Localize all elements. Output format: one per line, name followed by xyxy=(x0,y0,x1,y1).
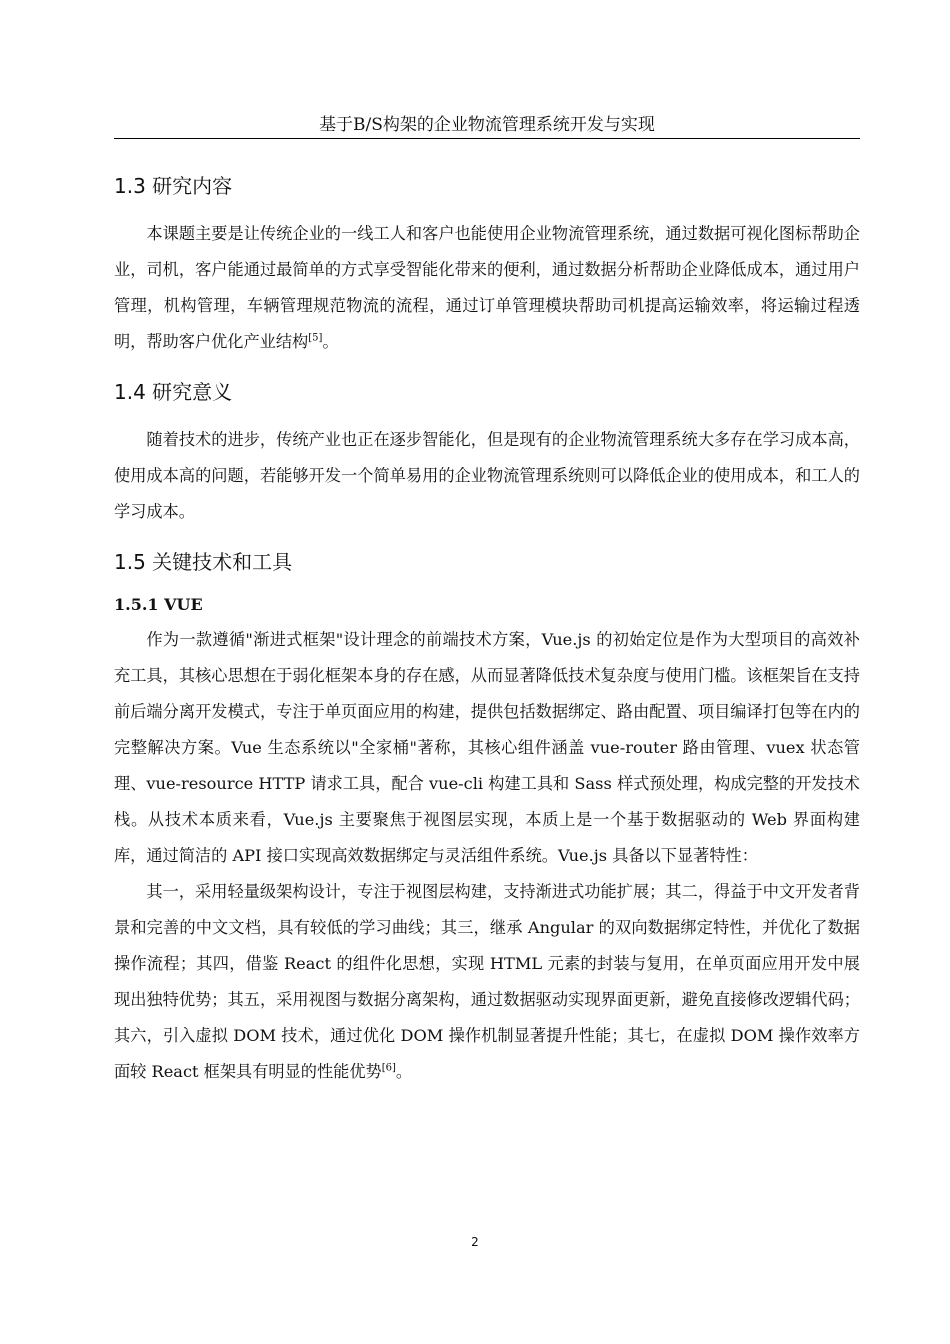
running-header-title: 基于B/S构架的企业物流管理系统开发与实现 xyxy=(319,115,655,135)
section-heading-1-4: 1.4 研究意义 xyxy=(114,380,233,404)
header-rule xyxy=(114,138,860,139)
section-heading-1-3: 1.3 研究内容 xyxy=(114,174,233,198)
citation-ref-5: [5] xyxy=(308,332,323,344)
section-1-3-paragraph-end: 。 xyxy=(322,332,339,351)
section-1-5-1-paragraph-2 xyxy=(114,874,860,1090)
section-1-4-paragraph: 随着技术的进步，传统产业也正在逐步智能化，但是现有的企业物流管理系统大多存在学习成本高，使用成本高的问题，若能够开发一个简单易用的企业物流管理系统则可以降低企业的使用成本，和工人的学习成本。 xyxy=(114,430,860,521)
section-1-5-1-paragraph-1: 作为一款遵循"渐进式框架"设计理念的前端技术方案，Vue.js 的初始定位是作为大型项目的高效补充工具，其核心思想在于弱化框架本身的存在感，从而显著降低技术复杂度与使用门槛。该框架旨在支持前后端分离开发模式，专注于单页面应用的构建，提供包括数据绑定、路由配置、项目编译打包等在内的完整解决方案。Vue 生态系统以"全家桶"著称，其核心组件涵盖 vue-router 路由管理、vuex 状态管理、vue-resource HTTP 请求工具，配合 vue-cli 构建工具和 Sass 样式预处理，构成完整的开发技术栈。从技术本质来看，Vue.js 主要聚焦于视图层实现，本质上是一个基于数据驱动的 Web 界面构建库，通过简洁的 API 接口实现高效数据绑定与灵活组件系统。Vue.js 具备以下显著特性： xyxy=(114,630,860,865)
section-1-3-paragraph-text: 本课题主要是让传统企业的一线工人和客户也能使用企业物流管理系统，通过数据可视化图标帮助企业，司机，客户能通过最简单的方式享受智能化带来的便利，通过数据分析帮助企业降低成本，通过用户管理，机构管理，车辆管理规范物流的流程，通过订单管理模块帮助司机提高运输效率，将运输过程透明，帮助客户优化产业结构 xyxy=(114,224,860,351)
section-1-5-1-paragraph-2-text: 其一，采用轻量级架构设计，专注于视图层构建，支持渐进式功能扩展；其二，得益于中文开发者背景和完善的中文文档，具有较低的学习曲线；其三，继承 Angular 的双向数据绑定特性，并优化了数据操作流程；其四，借鉴 React 的组件化思想，实现 HTML 元素的封装与复用，在单页面应用开发中展现出独特优势；其五，采用视图与数据分离架构，通过数据驱动实现界面更新，避免直接修改逻辑代码；其六，引入虚拟 DOM 技术，通过优化 DOM 操作机制显著提升性能；其七，在虚拟 DOM 操作效率方面较 React 框架具有明显的性能优势 xyxy=(114,882,860,1081)
section-1-3-paragraph xyxy=(114,216,860,360)
citation-ref-6: [6] xyxy=(381,1062,396,1074)
page-content xyxy=(114,168,860,1090)
page-number: 2 xyxy=(471,1235,479,1249)
subsection-heading-1-5-1: 1.5.1 VUE xyxy=(114,595,203,614)
section-heading-1-5: 1.5 关键技术和工具 xyxy=(114,550,293,574)
section-1-5-1-paragraph-2-end: 。 xyxy=(395,1062,413,1081)
